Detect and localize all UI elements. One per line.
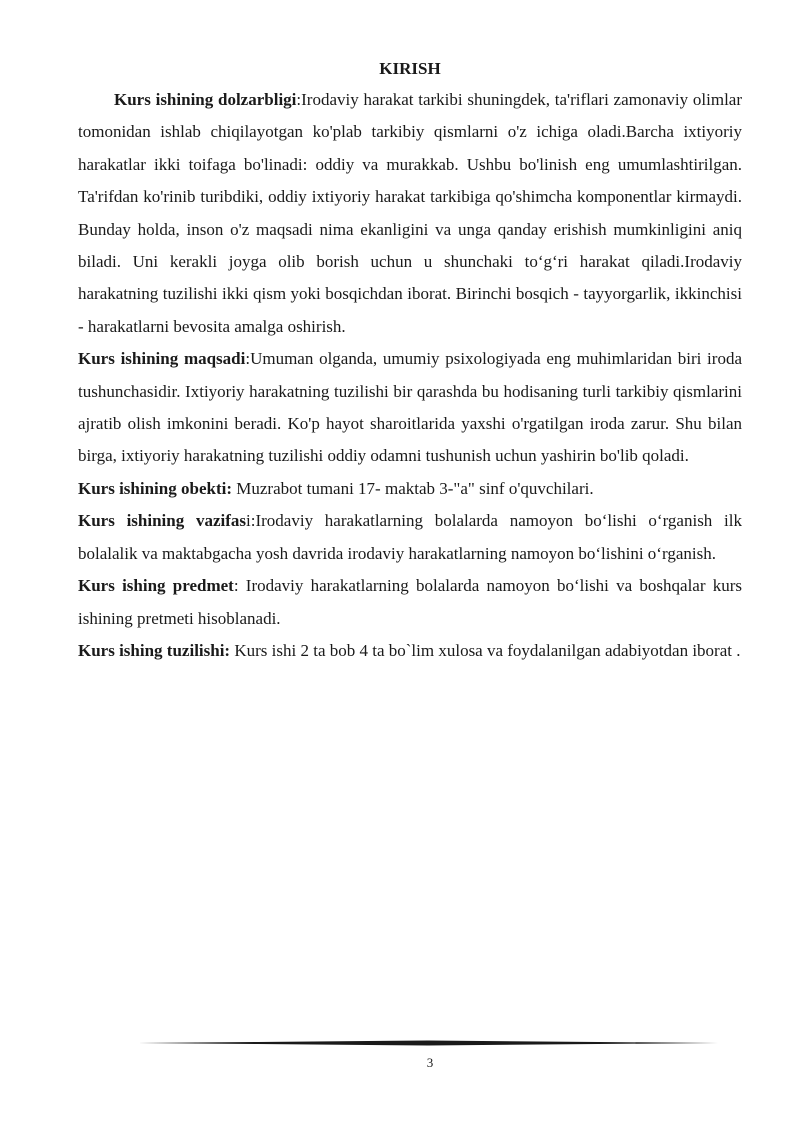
footer-divider	[138, 1040, 718, 1046]
section-object	[78, 473, 742, 505]
section-text: : Irodaviy harakatlarning bolalarda namoyon bo‘lishi va boshqalar kurs ishining pretmeti hisoblanadi.	[78, 576, 742, 628]
section-goal	[78, 343, 742, 473]
section-heading: Kurs ishining obekti:	[78, 478, 232, 498]
section-heading: Kurs ishining maqsadi	[78, 349, 246, 369]
section-structure	[78, 635, 742, 667]
section-tasks	[78, 505, 742, 570]
section-text: Muzrabot tumani 17- maktab 3-"a" sinf o'quvchilari.	[232, 478, 594, 498]
section-text: Kurs ishi 2 ta bob 4 ta bo`lim xulosa va foydalanilgan adabiyotdan iborat .	[230, 640, 741, 660]
section-text: :Umuman olganda, umumiy psixologiyada eng muhimlaridan biri iroda tushunchasidir. Ixtiyoriy harakatning tuzilishi bir qarashda bu hodisaning turli tarkibiy qismlarini ajratib olish imkonini beradi. Ko'p hayot sharoitlarida yaxshi o'rgatilgan iroda zarur. Shu bilan birga, ixtiyoriy harakatning tuzilishi oddiy odamni tushunish uchun yashirin bo'lib qoladi.	[78, 349, 742, 466]
section-subject	[78, 570, 742, 635]
section-relevance	[78, 84, 742, 343]
section-text: :Irodaviy harakat tarkibi shuningdek, ta'riflari zamonaviy olimlar tomonidan ishlab chiqilayotgan ko'plab tarkibiy qismlarni o'z ichiga oladi.Barcha ixtiyoriy harakatlar ikki toifaga bo'linadi: oddiy va murakkab. Ushbu bo'linish eng umumlashtirilgan. Ta'rifdan ko'rinib turibdiki, oddiy ixtiyoriy harakat tarkibiga qo'shimcha komponentlar kirmaydi. Bunday holda, inson o'z maqsadi nima ekanligini va unga qanday erishish mumkinligini aniq biladi. Uni kerakli joyga olib borish uchun u shunchaki to‘g‘ri harakat qiladi.Irodaviy harakatning tuzilishi ikki qism yoki bosqichdan iborat. Birinchi bosqich - tayyorgarlik, ikkinchisi - harakatlarni bevosita amalga oshirish.	[78, 90, 742, 336]
section-heading: Kurs ishing tuzilishi:	[78, 640, 231, 660]
section-heading: Kurs ishining vazifas	[78, 511, 247, 531]
section-text: i:Irodaviy harakatlarning bolalarda namoyon bo‘lishi o‘rganish ilk bolalalik va maktabgacha yosh davrida irodaviy harakatlarning namoyon bo‘lishini o‘rganish.	[78, 511, 742, 563]
page-title: KIRISH	[379, 59, 441, 78]
section-heading: Kurs ishining dolzarbligi	[114, 90, 297, 109]
section-heading: Kurs ishing predmet	[78, 576, 234, 596]
document-page	[78, 0, 742, 667]
page-number: 3	[426, 1055, 434, 1070]
